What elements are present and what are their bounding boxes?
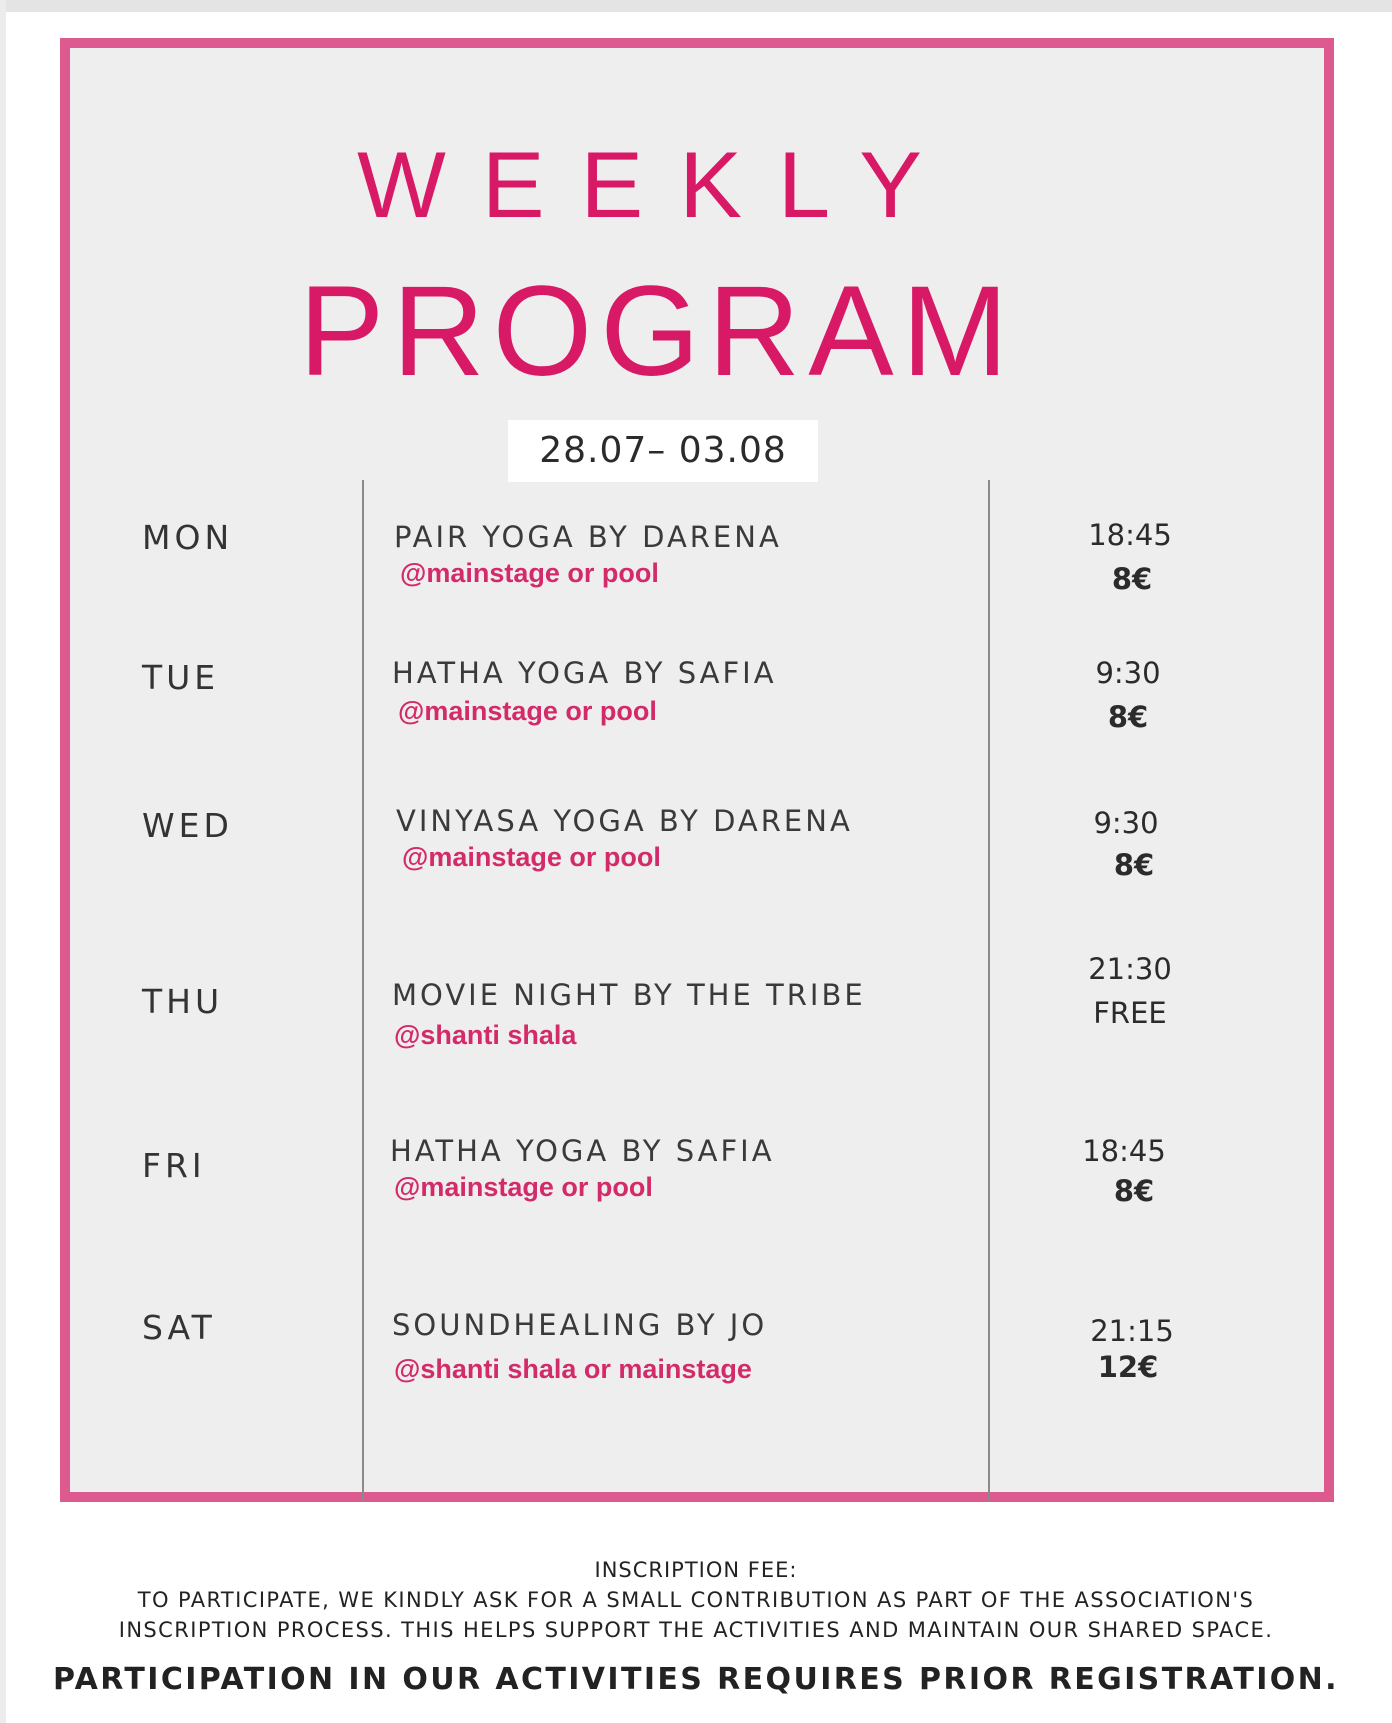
activity-time: 21:30 xyxy=(1088,952,1172,986)
activity-price: 8€ xyxy=(1107,700,1149,734)
activity-title: VINYASA YOGA BY DARENA xyxy=(396,804,853,838)
registration-note: PARTICIPATION IN OUR ACTIVITIES REQUIRES PRIOR REGISTRATION. xyxy=(53,1662,1339,1697)
title-weekly: WEEKLY xyxy=(357,132,958,237)
activity-venue: @shanti shala or mainstage xyxy=(394,1354,752,1384)
page-edge xyxy=(0,0,1392,12)
activity-price: FREE xyxy=(1093,996,1167,1030)
date-range: 28.07– 03.08 xyxy=(508,420,818,482)
inscription-fee-text-line1: TO PARTICIPATE, WE KINDLY ASK FOR A SMALL CONTRIBUTION AS PART OF THE ASSOCIATION'S xyxy=(137,1588,1255,1612)
column-divider-left xyxy=(362,480,364,1502)
day-label: THU xyxy=(142,982,224,1021)
day-label: SAT xyxy=(142,1308,216,1347)
activity-price: 8€ xyxy=(1113,848,1155,882)
activity-title: MOVIE NIGHT BY THE TRIBE xyxy=(392,978,866,1012)
inscription-fee-text-line2: INSCRIPTION PROCESS. THIS HELPS SUPPORT THE ACTIVITIES AND MAINTAIN OUR SHARED SPACE. xyxy=(118,1618,1274,1642)
day-label: FRI xyxy=(142,1146,206,1185)
activity-time: 18:45 xyxy=(1082,1134,1166,1168)
poster-frame xyxy=(60,38,1334,1502)
activity-venue: @mainstage or pool xyxy=(400,558,659,588)
day-label: MON xyxy=(142,518,234,557)
inscription-fee-heading: INSCRIPTION FEE: xyxy=(594,1558,798,1582)
activity-price: 12€ xyxy=(1097,1350,1159,1384)
activity-time: 9:30 xyxy=(1093,806,1159,840)
column-divider-right xyxy=(988,480,990,1502)
activity-title: HATHA YOGA BY SAFIA xyxy=(392,656,777,690)
page-edge-left xyxy=(0,0,6,1723)
day-label: TUE xyxy=(142,658,220,697)
activity-price: 8€ xyxy=(1111,562,1153,596)
day-label: WED xyxy=(142,806,233,845)
activity-title: HATHA YOGA BY SAFIA xyxy=(390,1134,775,1168)
activity-title: SOUNDHEALING BY JO xyxy=(392,1308,768,1342)
activity-time: 21:15 xyxy=(1090,1314,1174,1348)
activity-title: PAIR YOGA BY DARENA xyxy=(394,520,782,554)
activity-venue: @mainstage or pool xyxy=(402,842,661,872)
activity-venue: @mainstage or pool xyxy=(394,1172,653,1202)
title-program: PROGRAM xyxy=(298,260,1017,403)
activity-time: 18:45 xyxy=(1088,518,1172,552)
activity-venue: @mainstage or pool xyxy=(398,696,657,726)
activity-venue: @shanti shala xyxy=(394,1020,577,1050)
activity-price: 8€ xyxy=(1113,1174,1155,1208)
activity-time: 9:30 xyxy=(1095,656,1161,690)
